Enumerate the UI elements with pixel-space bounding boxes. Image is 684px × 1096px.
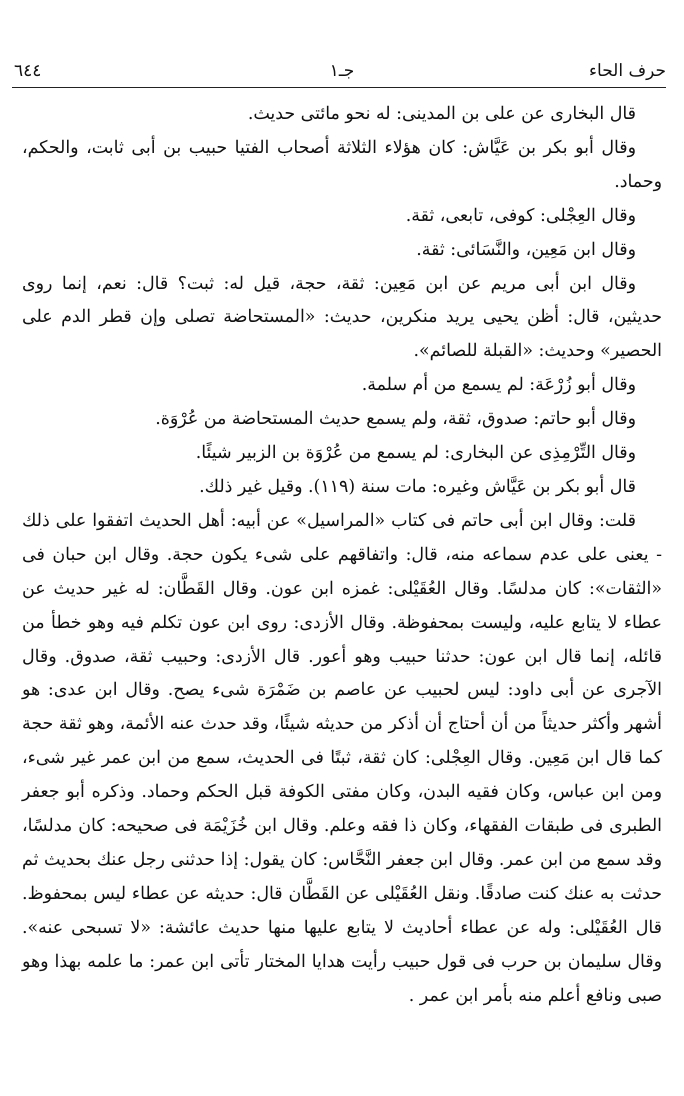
paragraph: وقال ابن أبى مريم عن ابن مَعِين: ثقة، حجة، قيل له: ثبت؟ قال: نعم، إنما روى حديثين، قال: أظن يحيى يريد منكرين، حديث: «المستحاضة تصلى وإن قطر الدم على الحصير» وحديث: «القبلة للصائم».: [22, 273, 662, 362]
page-number: ٦٤٤: [14, 61, 42, 81]
paragraph: وقال ابن مَعِين، والنَّسَائى: ثقة.: [416, 239, 636, 260]
paragraph: وقال أبو بكر بن عَيَّاش: كان هؤلاء الثلاثة أصحاب الفتيا حبيب بن أبى ثابت، والحكم، وحماد.: [22, 137, 662, 192]
volume-number: جـ١: [329, 61, 355, 81]
paragraph: قلت: وقال ابن أبى حاتم فى كتاب «المراسيل» عن أبيه: أهل الحديث اتفقوا على ذلك - يعنى على عدم سماعه منه، قال: واتفاقهم على شىء يكون حجة. وقال ابن حبان فى «الثقات»: كان مدلسًا. وقال العُقَيْلى: غمزه ابن عون. وقال القَطَّان: له غير حديث عن عطاء لا يتابع عليه، وليست بمحفوظة. وقال الأزدى: روى ابن عون تكلم فيه وهو خطأ من قائله، إنما قال ابن عون: حدثنا حبيب وهو أعور. قال الأزدى: وحبيب ثقة، صدوق. وقال الآجرى عن أبى داود: ليس لحبيب عن عاصم بن ضَمْرَة شىء يصح. وقال ابن عدى: هو أشهر وأكثر حديثاً من أن أحتاج أن أذكر من حديثه شيئًا، وقد حدث عنه الأئمة، وهو ثقة حجة كما قال ابن مَعِين. وقال العِجْلى: كان ثقة، ثبتًا فى الحديث، سمع من ابن عمر غير شىء، ومن ابن عباس، وكان فقيه البدن، وكان مفتى الكوفة قبل الحكم وحماد. وذكره أبو جعفر الطبرى فى طبقات الفقهاء، وكان ذا فقه وعلم. وقال ابن خُزَيْمَة فى صحيحه: كان مدلسًا، وقد سمع من ابن عمر. وقال ابن جعفر النَّحَّاس: كان يقول: إذا حدثنى رجل عنك بحديث ثم حدثت به عنك كنت صادقًا. ونقل العُقَيْلى عن القَطَّان قال: حديثه عن عطاء ليس بمحفوظ. قال العُقَيْلى: وله عن عطاء أحاديث لا يتابع عليها منها حديث عائشة: «لا تسبحى عنه». وقال سليمان بن حرب فى قول حبيب رأيت هدايا المختار تأتى ابن عمر: ما علمه بهذا وهو صبى ونافع أعلم منه بأمر ابن عمر .: [22, 510, 662, 1006]
body-text: [22, 98, 662, 1013]
paragraph: قال أبو بكر بن عَيَّاش وغيره: مات سنة (١١٩). وقيل غير ذلك.: [199, 476, 636, 497]
paragraph: وقال أبو حاتم: صدوق، ثقة، ولم يسمع حديث المستحاضة من عُرْوَة.: [155, 409, 636, 430]
header-divider: [12, 87, 666, 88]
paragraph: قال البخارى عن على بن المدينى: له نحو مائتى حديث.: [247, 104, 636, 124]
page-header: [0, 56, 684, 86]
paragraph: وقال أبو زُرْعَة: لم يسمع من أم سلمة.: [361, 375, 636, 396]
paragraph: وقال التِّرْمِذِى عن البخارى: لم يسمع من عُرْوَة بن الزبير شيئًا.: [195, 443, 636, 464]
paragraph: وقال العِجْلى: كوفى، تابعى، ثقة.: [405, 205, 636, 226]
chapter-title: حرف الحاء: [589, 61, 666, 81]
